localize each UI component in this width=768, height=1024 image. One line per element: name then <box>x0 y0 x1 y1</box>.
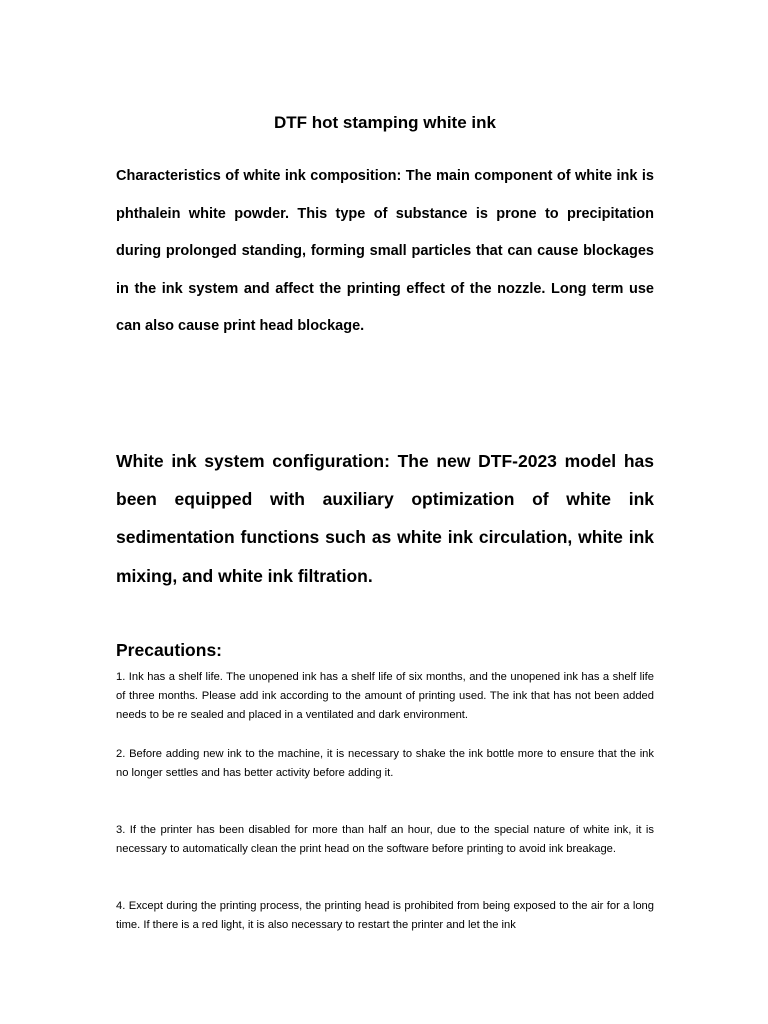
document-title: DTF hot stamping white ink <box>274 113 496 132</box>
composition-paragraph: Characteristics of white ink composition: The main component of white ink is phthalein white powder. This type of substance is prone to precipitation during prolonged standing, forming small particles that can cause blockages in the ink system and affect the printing effect of the nozzle. Long term use can also cause print head blockage. <box>116 168 654 335</box>
precaution-item-4: 4. Except during the printing process, the printing head is prohibited from being exposed to the air for a long time. If there is a red light, it is also necessary to restart the printer and let the ink <box>116 900 654 931</box>
configuration-paragraph: White ink system configuration: The new DTF-2023 model has been equipped with auxiliary optimization of white ink sedimentation functions such as white ink circulation, white ink mixing, and white ink filtration. <box>116 451 654 586</box>
precaution-item-1: 1. Ink has a shelf life. The unopened ink has a shelf life of six months, and the unopened ink has a shelf life of three months. Please add ink according to the amount of printing used. The ink that has not been added needs to be re sealed and placed in a ventilated and dark environment. <box>116 671 654 721</box>
precaution-item-3: 3. If the printer has been disabled for more than half an hour, due to the special nature of white ink, it is necessary to automatically clean the print head on the software before printing to avoid ink breakage. <box>116 824 654 855</box>
precautions-heading: Precautions: <box>116 640 222 660</box>
precaution-item-2: 2. Before adding new ink to the machine, it is necessary to shake the ink bottle more to ensure that the ink no longer settles and has better activity before adding it. <box>116 748 654 779</box>
